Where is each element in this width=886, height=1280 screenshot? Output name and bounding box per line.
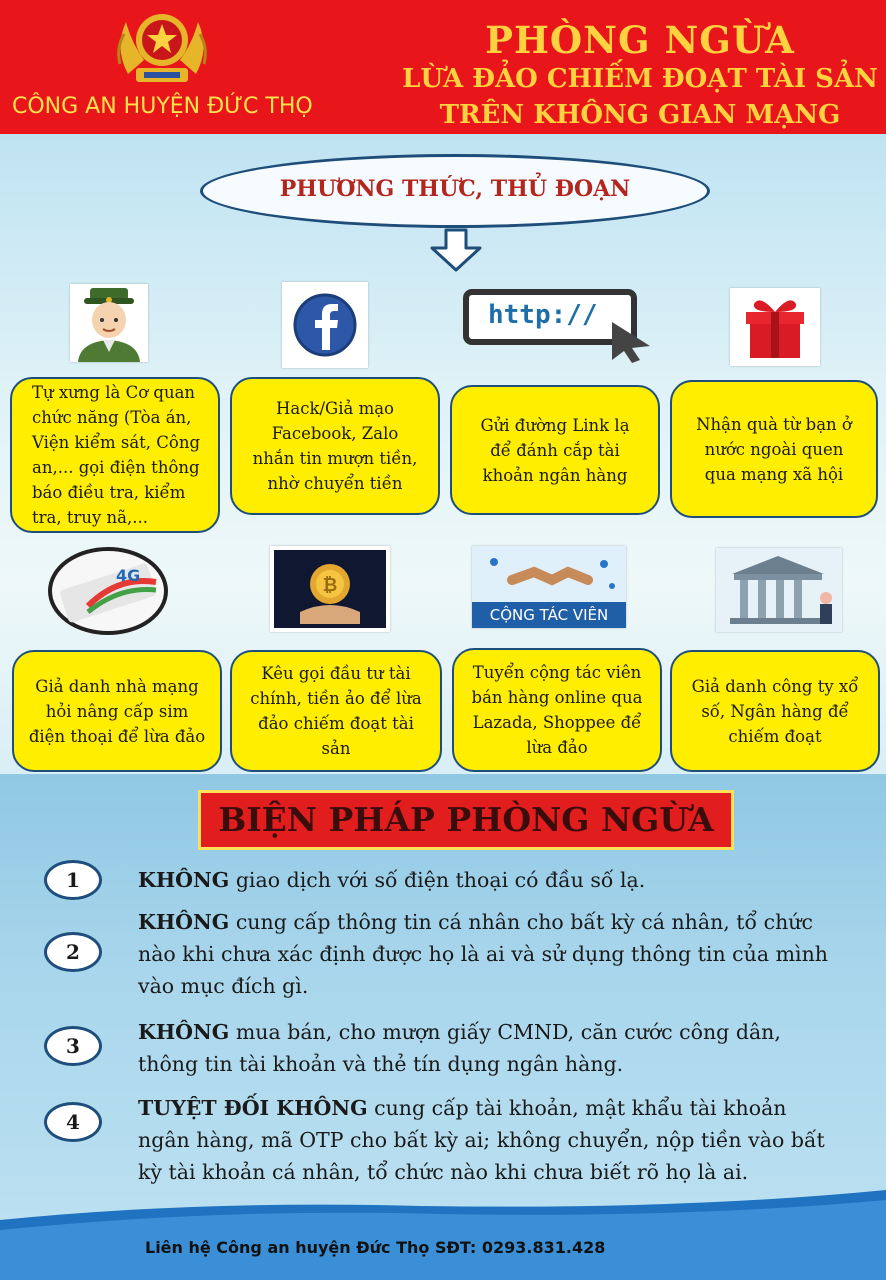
poster-title: PHÒNG NGỪA — [485, 18, 795, 62]
handshake-icon — [472, 546, 626, 628]
rule-1-text: giao dịch với số điện thoại có đầu số lạ. — [229, 868, 646, 892]
sim-4g-text: 4G — [116, 566, 141, 585]
rule-1 — [138, 864, 834, 896]
method-card-3 — [450, 385, 660, 515]
method-card-4 — [670, 380, 878, 518]
poster-subtitle-2: TRÊN KHÔNG GIAN MẠNG — [439, 100, 841, 130]
methods-heading: PHƯƠNG THỨC, THỦ ĐOẠN — [279, 176, 631, 202]
method-card-6 — [230, 650, 442, 772]
method-card-5 — [12, 650, 222, 772]
method-text-6: Kêu gọi đầu tư tài chính, tiền ảo để lừa đảo chiếm đoạt tài sản — [250, 664, 422, 758]
method-text-1: Tự xưng là Cơ quan chức năng (Tòa án, Viện kiểm sát, Công an,... gọi điện thông báo điều tra, kiểm tra, truy nã,... — [32, 383, 201, 527]
poster-subtitle-1: LỪA ĐẢO CHIẾM ĐOẠT TÀI SẢN — [402, 64, 878, 94]
rule-4 — [138, 1092, 834, 1188]
method-card-2 — [230, 377, 440, 515]
rule-number-1: 1 — [44, 860, 102, 900]
sim-card-4g-icon — [48, 546, 168, 636]
crypto-coin-icon — [270, 546, 390, 632]
rule-4-text: cung cấp tài khoản, mật khẩu tài khoản ngân hàng, mã OTP cho bất kỳ ai; không chuyển, nộp tiền vào bất kỳ tài khoản cá nhân, tổ chức nào khi chưa biết rõ họ là ai. — [138, 1096, 825, 1184]
rule-number-2: 2 — [44, 932, 102, 972]
method-text-8: Giả danh công ty xổ số, Ngân hàng để chiếm đoạt — [691, 676, 859, 746]
method-text-7: Tuyển cộng tác viên bán hàng online qua Lazada, Shoppee để lừa đảo — [471, 663, 643, 757]
svg-text:₿: ₿ — [322, 575, 338, 596]
rule-1-bold: KHÔNG — [138, 868, 230, 892]
method-card-8 — [670, 650, 880, 772]
police-emblem-icon — [110, 4, 214, 88]
rule-2-text: cung cấp thông tin cá nhân cho bất kỳ cá nhân, tổ chức nào khi chưa xác định được họ là ai và sử dụng thông tin của mình vào mục đích gì. — [138, 910, 828, 998]
method-text-4: Nhận quà từ bạn ở nước ngoài quen qua mạng xã hội — [696, 414, 852, 484]
method-text-2: Hack/Giả mạo Facebook, Zalo nhắn tin mượn tiền, nhờ chuyển tiền — [252, 399, 418, 493]
bank-building-icon — [716, 548, 842, 632]
rule-3 — [138, 1016, 834, 1080]
collaborator-label: CỘNG TÁC VIÊN — [472, 602, 626, 628]
facebook-icon — [282, 282, 368, 368]
method-text-5: Giả danh nhà mạng hỏi nâng cấp sim điện thoại để lừa đảo — [28, 676, 206, 746]
wave-decoration — [0, 1180, 886, 1280]
method-card-1 — [10, 377, 220, 533]
http-link-icon — [462, 286, 654, 364]
rule-2-bold: KHÔNG — [138, 910, 230, 934]
org-name: CÔNG AN HUYỆN ĐỨC THỌ — [12, 94, 313, 119]
arrow-down-icon — [428, 228, 484, 272]
rule-3-text: mua bán, cho mượn giấy CMND, căn cước công dân, thông tin tài khoản và thẻ tín dụng ngân hàng. — [138, 1020, 781, 1076]
rule-4-bold: TUYỆT ĐỐI KHÔNG — [138, 1096, 368, 1120]
prevention-heading: BIỆN PHÁP PHÒNG NGỪA — [198, 790, 734, 850]
rule-number-4: 4 — [44, 1102, 102, 1142]
police-officer-icon — [70, 284, 148, 362]
http-text: http:// — [488, 300, 598, 330]
gift-icon — [730, 288, 820, 366]
rule-2 — [138, 906, 834, 1002]
method-text-3: Gửi đường Link lạ để đánh cắp tài khoản ngân hàng — [480, 415, 630, 485]
method-card-7 — [452, 648, 662, 772]
contact-info: Liên hệ Công an huyện Đức Thọ SĐT: 0293.831.428 — [145, 1238, 606, 1257]
header-banner — [0, 0, 886, 134]
rule-number-3: 3 — [44, 1026, 102, 1066]
rule-3-bold: KHÔNG — [138, 1020, 230, 1044]
